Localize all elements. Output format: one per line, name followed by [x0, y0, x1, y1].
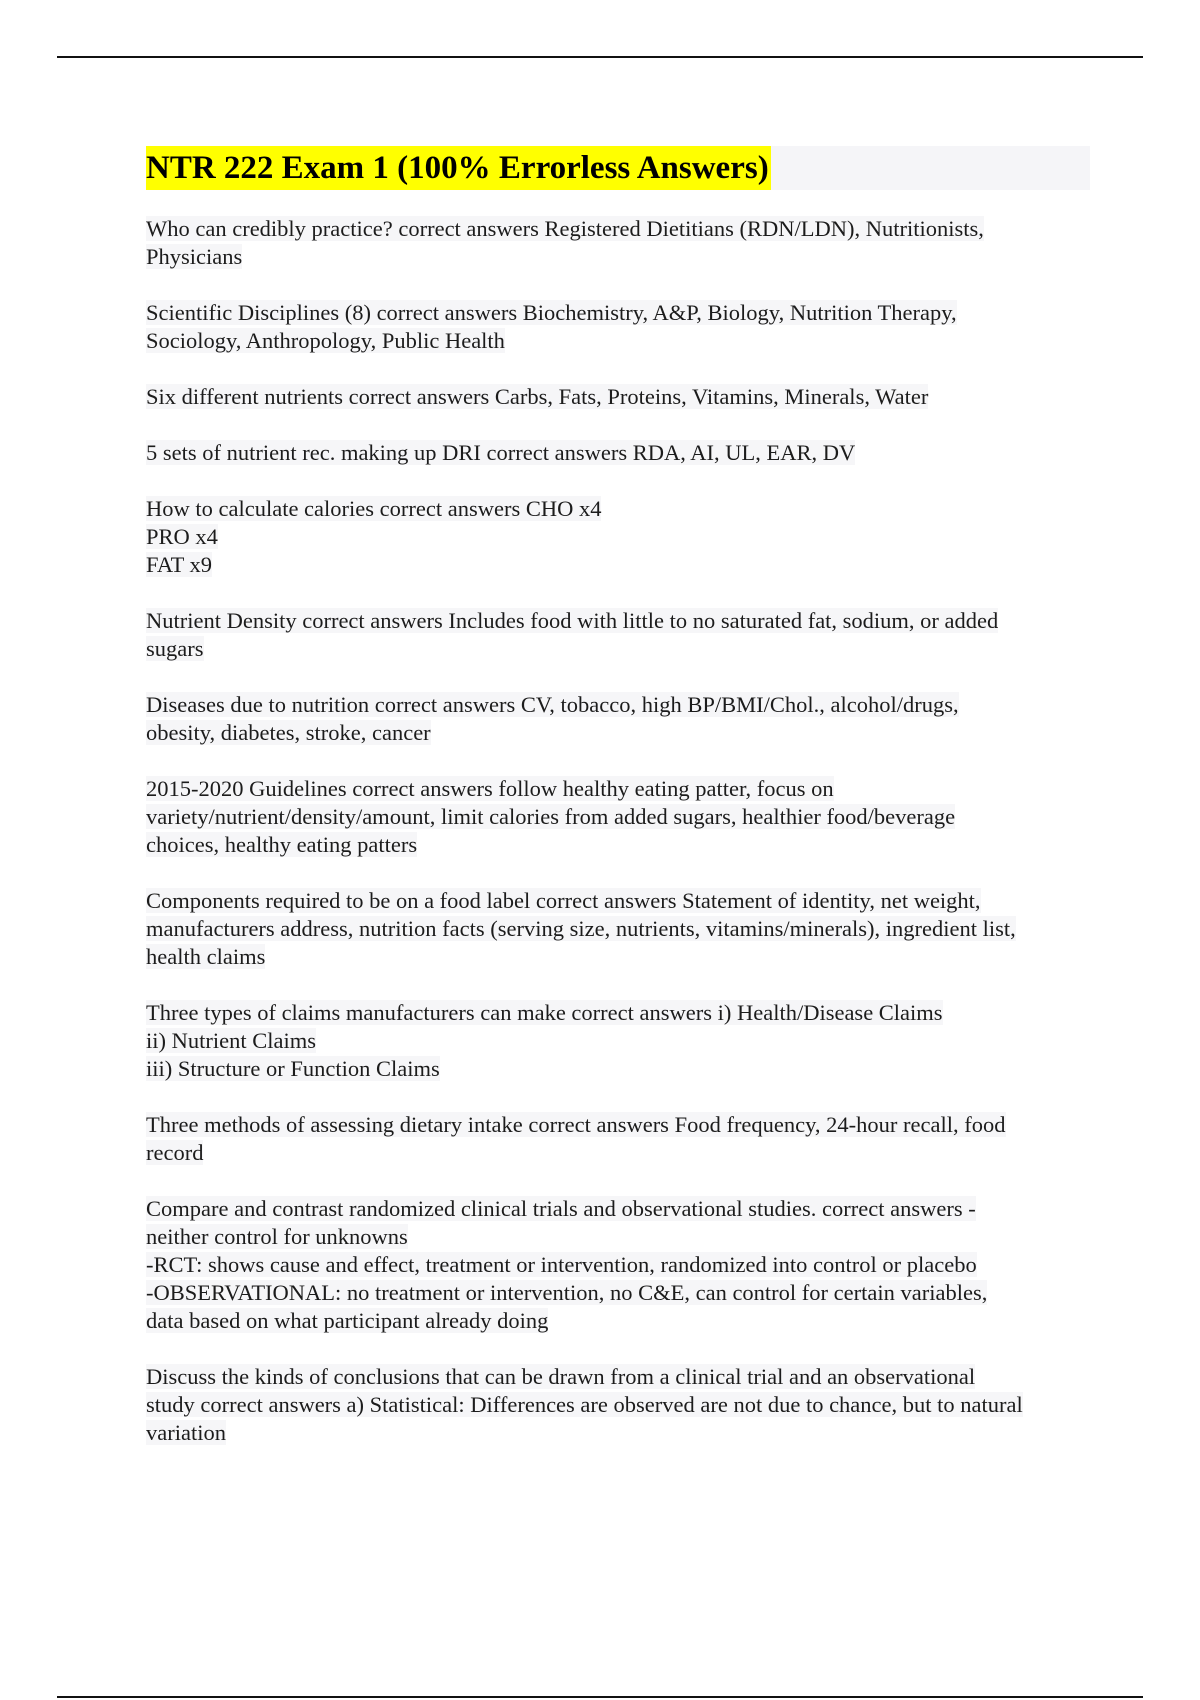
qa-list: [146, 215, 1090, 1447]
qa-line-text: Components required to be on a food label correct answers Statement of identity, net weight,: [146, 888, 981, 913]
qa-line-text: Scientific Disciplines (8) correct answers Biochemistry, A&P, Biology, Nutrition Therapy,: [146, 300, 957, 325]
qa-line-text: Diseases due to nutrition correct answers CV, tobacco, high BP/BMI/Chol., alcohol/drugs,: [146, 692, 959, 717]
qa-line: [146, 327, 1090, 355]
document-title: NTR 222 Exam 1 (100% Errorless Answers): [146, 146, 771, 190]
qa-item: [146, 495, 1090, 579]
qa-item: [146, 1195, 1090, 1335]
qa-line-text: Three methods of assessing dietary intake correct answers Food frequency, 24-hour recall, food: [146, 1112, 1006, 1137]
bottom-rule: [57, 1696, 1143, 1698]
qa-line: [146, 243, 1090, 271]
qa-line-text: choices, healthy eating patters: [146, 832, 418, 857]
qa-line-text: Nutrient Density correct answers Includes food with little to no saturated fat, sodium, or added: [146, 608, 999, 633]
qa-line-text: How to calculate calories correct answers CHO x4: [146, 496, 602, 521]
qa-line: [146, 1027, 1090, 1055]
qa-line-text: Six different nutrients correct answers Carbs, Fats, Proteins, Vitamins, Minerals, Water: [146, 384, 929, 409]
qa-line-text: study correct answers a) Statistical: Differences are observed are not due to chance, but to natural: [146, 1392, 1023, 1417]
qa-line-text: iii) Structure or Function Claims: [146, 1056, 440, 1081]
qa-line: [146, 775, 1090, 803]
qa-line-text: obesity, diabetes, stroke, cancer: [146, 720, 431, 745]
qa-line: [146, 1195, 1090, 1223]
qa-line-text: PRO x4: [146, 524, 218, 549]
qa-line-text: Discuss the kinds of conclusions that can be drawn from a clinical trial and an observational: [146, 1364, 976, 1389]
qa-line: [146, 999, 1090, 1027]
qa-line: [146, 1223, 1090, 1251]
qa-line-text: FAT x9: [146, 552, 213, 577]
qa-line-text: Who can credibly practice? correct answers Registered Dietitians (RDN/LDN), Nutritionists,: [146, 216, 984, 241]
qa-line: [146, 915, 1090, 943]
qa-item: [146, 215, 1090, 271]
qa-line-text: -RCT: shows cause and effect, treatment or intervention, randomized into control or placebo: [146, 1252, 977, 1277]
qa-line: [146, 691, 1090, 719]
qa-line: [146, 383, 1090, 411]
qa-line: [146, 523, 1090, 551]
qa-item: [146, 1363, 1090, 1447]
qa-item: [146, 299, 1090, 355]
qa-item: [146, 691, 1090, 747]
qa-line: [146, 943, 1090, 971]
qa-line: [146, 551, 1090, 579]
qa-item: [146, 887, 1090, 971]
qa-line-text: 5 sets of nutrient rec. making up DRI correct answers RDA, AI, UL, EAR, DV: [146, 440, 856, 465]
qa-line-text: health claims: [146, 944, 266, 969]
qa-item: [146, 383, 1090, 411]
qa-line-text: Three types of claims manufacturers can make correct answers i) Health/Disease Claims: [146, 1000, 943, 1025]
qa-line-text: sugars: [146, 636, 204, 661]
qa-line: [146, 831, 1090, 859]
qa-line: [146, 215, 1090, 243]
qa-line: [146, 1363, 1090, 1391]
qa-line-text: manufacturers address, nutrition facts (serving size, nutrients, vitamins/minerals), ingredient list,: [146, 916, 1016, 941]
qa-line: [146, 607, 1090, 635]
qa-line-text: variety/nutrient/density/amount, limit calories from added sugars, healthier food/beverage: [146, 804, 956, 829]
qa-line-text: record: [146, 1140, 204, 1165]
top-rule: [57, 56, 1143, 58]
qa-line: [146, 1307, 1090, 1335]
qa-line: [146, 439, 1090, 467]
qa-line: [146, 1111, 1090, 1139]
qa-line-text: 2015-2020 Guidelines correct answers follow healthy eating patter, focus on: [146, 776, 834, 801]
qa-line-text: Compare and contrast randomized clinical trials and observational studies. correct answers -: [146, 1196, 976, 1221]
qa-line: [146, 1139, 1090, 1167]
qa-item: [146, 1111, 1090, 1167]
qa-item: [146, 439, 1090, 467]
qa-line: [146, 887, 1090, 915]
qa-item: [146, 775, 1090, 859]
qa-line: [146, 635, 1090, 663]
qa-line: [146, 1055, 1090, 1083]
qa-line-text: ii) Nutrient Claims: [146, 1028, 316, 1053]
qa-item: [146, 607, 1090, 663]
qa-line: [146, 1391, 1090, 1419]
qa-line-text: variation: [146, 1420, 226, 1445]
qa-line: [146, 719, 1090, 747]
qa-line: [146, 1251, 1090, 1279]
qa-line-text: neither control for unknowns: [146, 1224, 408, 1249]
qa-line: [146, 803, 1090, 831]
qa-line: [146, 495, 1090, 523]
qa-line-text: Sociology, Anthropology, Public Health: [146, 328, 505, 353]
qa-line: [146, 1419, 1090, 1447]
document-body: [146, 146, 1090, 1475]
qa-item: [146, 999, 1090, 1083]
title-row: [146, 146, 1090, 190]
qa-line-text: data based on what participant already doing: [146, 1308, 549, 1333]
qa-line: [146, 1279, 1090, 1307]
qa-line-text: Physicians: [146, 244, 243, 269]
qa-line-text: -OBSERVATIONAL: no treatment or intervention, no C&E, can control for certain variables,: [146, 1280, 988, 1305]
qa-line: [146, 299, 1090, 327]
